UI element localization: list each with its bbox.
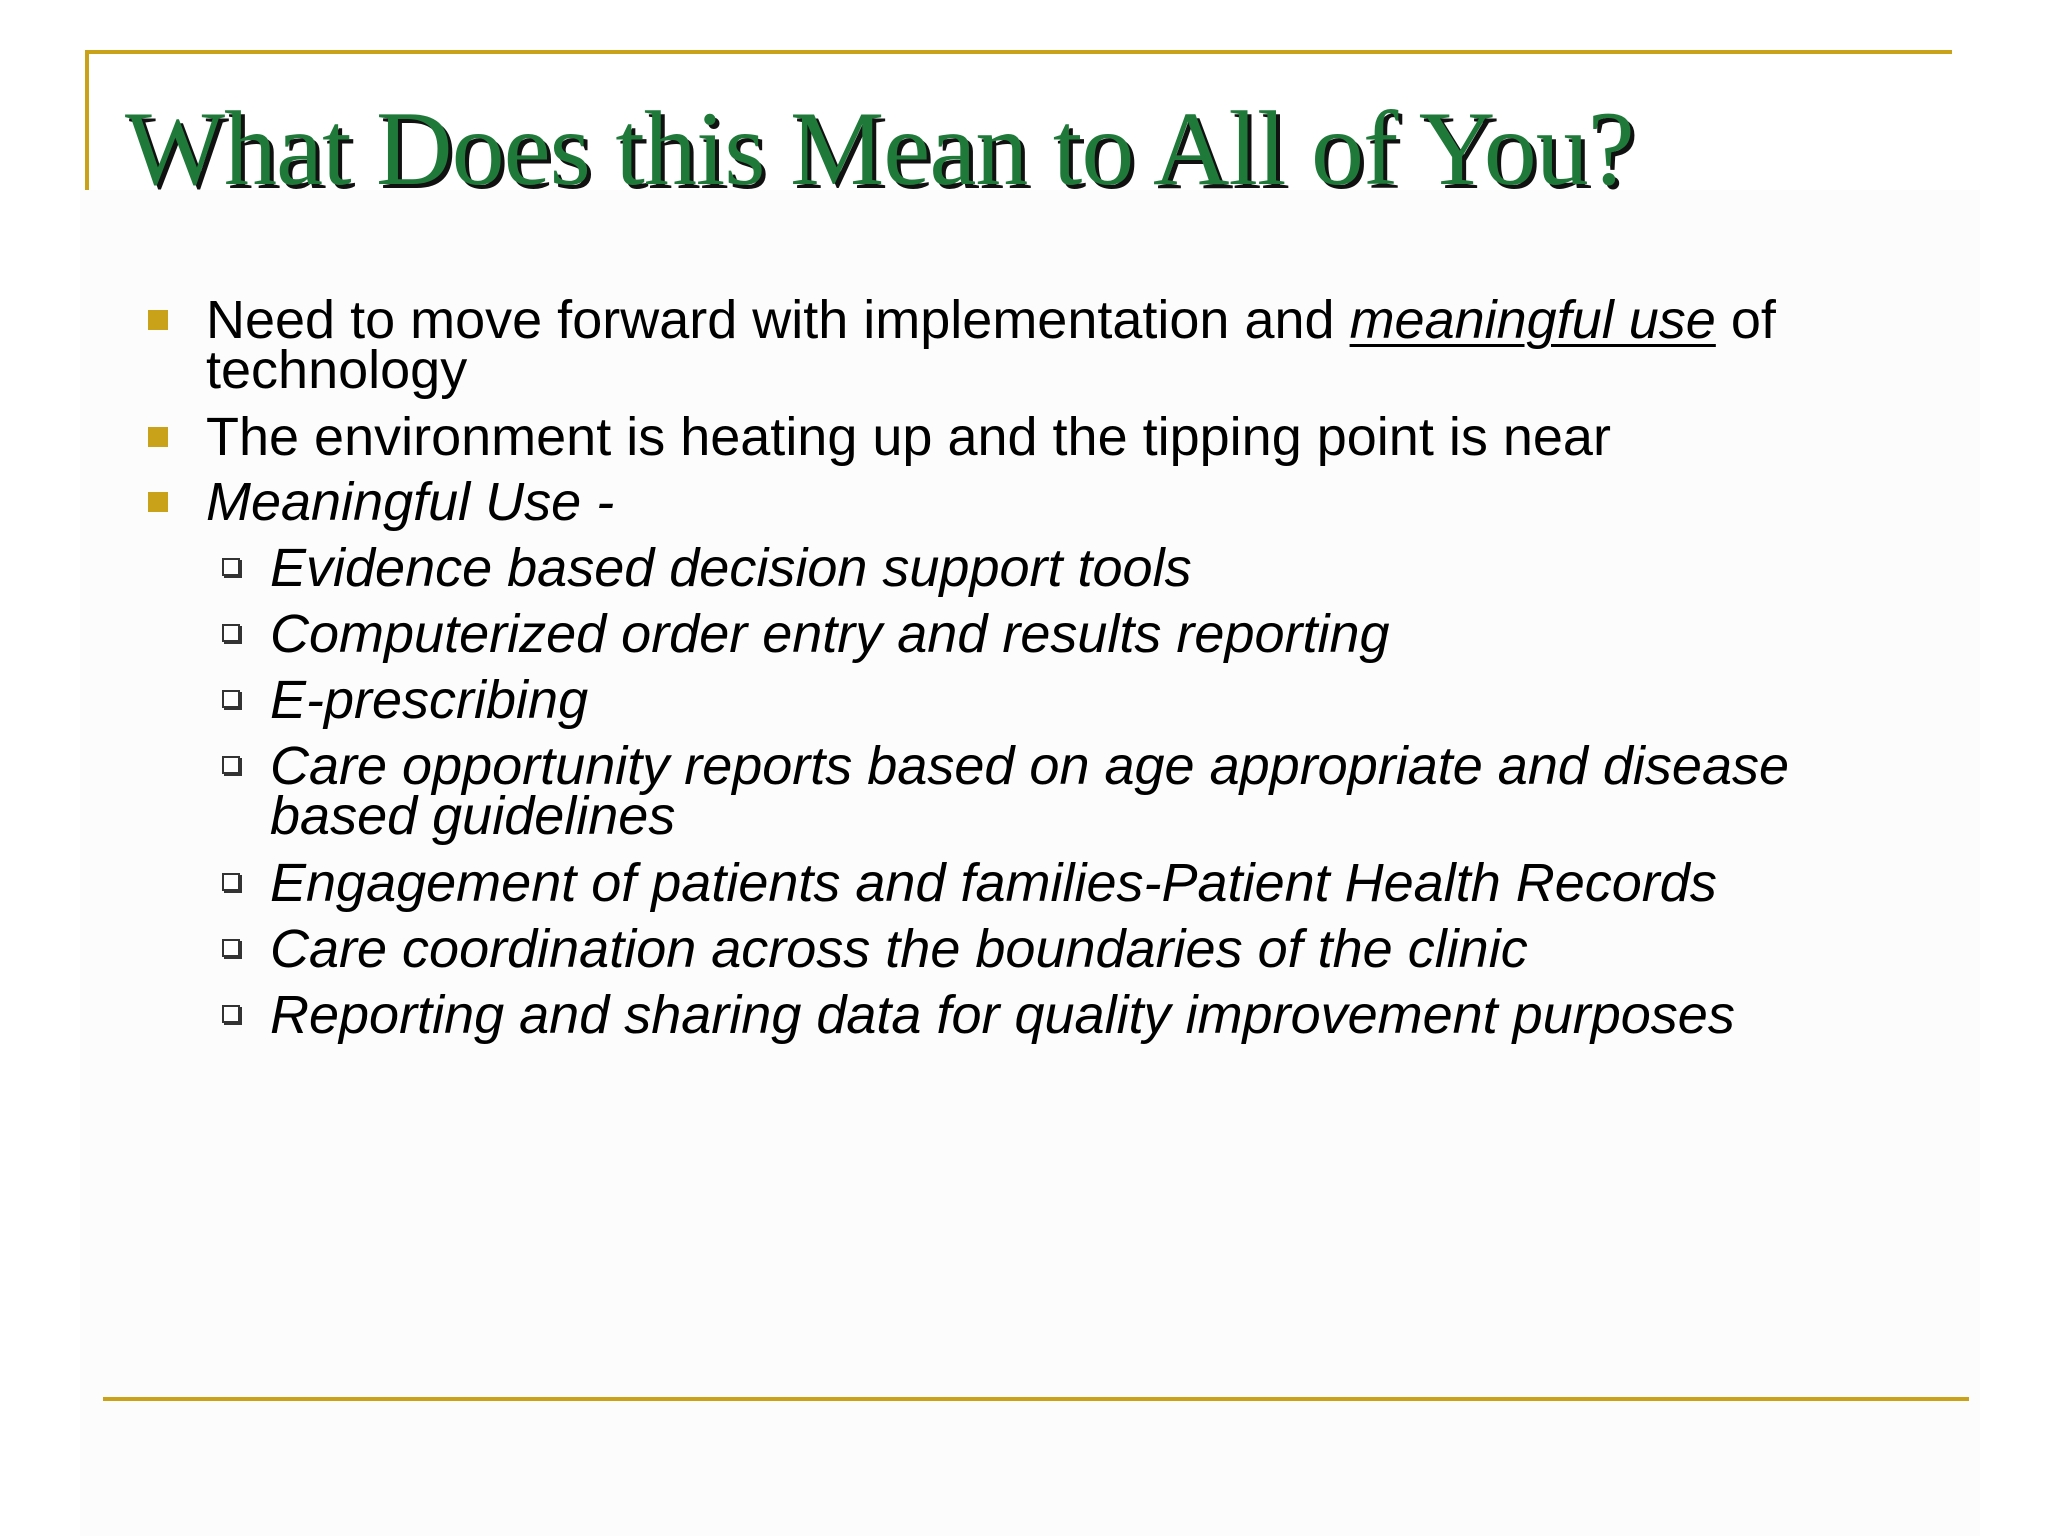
checkbox-bullet-icon [222,690,240,708]
checkbox-bullet-icon [222,558,240,576]
bullet-text: Need to move forward with implementation and [206,290,1350,350]
sub-bullet-text: Computerized order entry and results reporting [270,604,1390,664]
sub-bullet-text: based guidelines [270,786,676,846]
sub-bullet-text: Care coordination across the boundaries of the clinic [270,919,1528,979]
checkbox-bullet-icon [222,624,240,642]
checkbox-bullet-icon [222,756,240,774]
sub-bullet-text: Reporting and sharing data for quality improvement purposes [270,985,1735,1045]
square-bullet-icon [148,492,168,512]
checkbox-bullet-icon [222,873,240,891]
bullet-line: technology [206,340,468,400]
bullet-line [206,290,1776,350]
top-rule [85,50,1952,54]
sub-bullet-text: Evidence based decision support tools [270,538,1192,598]
bottom-rule [103,1397,1969,1401]
sub-bullet-text: E-prescribing [270,670,589,730]
checkbox-bullet-icon [222,1005,240,1023]
square-bullet-icon [148,310,168,330]
bullet-text: of [1715,290,1776,350]
bullet-emphasis: meaningful use [1349,290,1716,350]
bullet-line: The environment is heating up and the tipping point is near [206,407,1611,467]
sub-bullet-text: Engagement of patients and families-Patient Health Records [270,853,1717,913]
left-rule [85,50,89,190]
checkbox-bullet-icon [222,939,240,957]
sub-bullet-text: Care opportunity reports based on age appropriate and disease [270,736,1790,796]
square-bullet-icon [148,427,168,447]
slide-title: What Does this Mean to All of You? [125,90,1634,207]
bullet-line: Meaningful Use - [206,472,615,532]
